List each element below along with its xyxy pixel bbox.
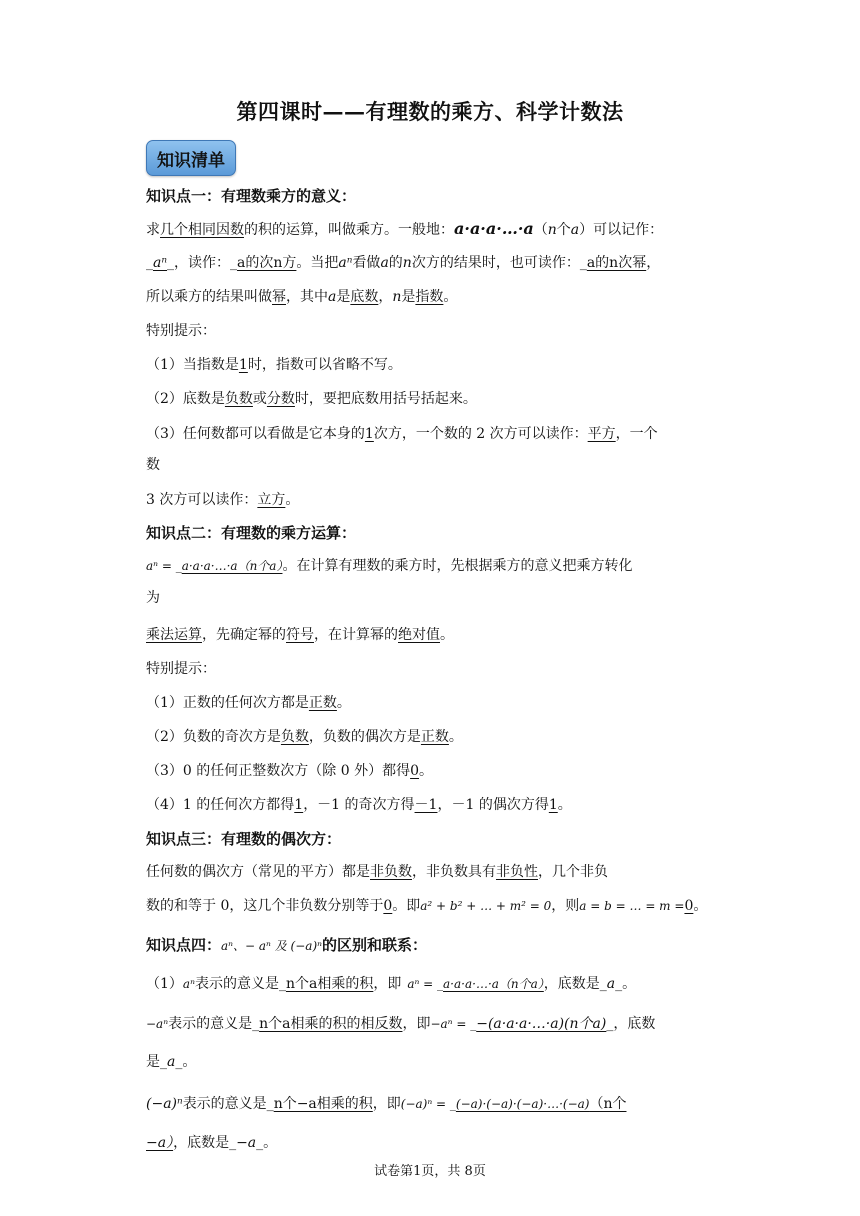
- blank-answer: 指数: [415, 289, 444, 305]
- page-title: 第四课时——有理数的乘方、科学计数法: [236, 99, 624, 124]
- kp1-line1: 求几个相同因数的积的运算，叫做乘方。一般地：a·a·a·…·a（n个a）可以记作：: [146, 219, 664, 238]
- kp2-line1-wrap: 为: [146, 590, 160, 606]
- kp2-tip-4: （4）1 的任何次方都得1，－1 的奇次方得－1，－1 的偶次方得1。: [146, 797, 572, 813]
- kp4-line3: 是_a_。: [146, 1054, 197, 1070]
- blank-answer: a的n次幂: [586, 255, 647, 271]
- blank-answer: 分数: [266, 391, 295, 407]
- kp2-line1: aⁿ = _a·a·a·…·a（n个a）。在计算有理数的乘方时，先根据乘方的意义把乘方转化: [146, 558, 633, 574]
- blank-answer: 绝对值: [398, 627, 440, 643]
- blank-answer: 0: [383, 898, 393, 914]
- blank-answer: －1: [414, 797, 438, 813]
- kp2-tip-1: （1）正数的任何次方都是正数。: [146, 695, 351, 711]
- kp2-tip-2: （2）负数的奇次方是负数，负数的偶次方是正数。: [146, 729, 463, 745]
- kp1-tip-label: 特别提示：: [146, 323, 216, 339]
- blank-answer: n个a相乘的积的相反数: [259, 1016, 403, 1032]
- blank-answer: aⁿ: [153, 255, 168, 271]
- blank-answer: 乘法运算: [146, 627, 202, 643]
- kp1-tip-1: （1）当指数是1时，指数可以省略不写。: [146, 357, 402, 373]
- kp3-heading: 知识点三：有理数的偶次方：: [146, 830, 342, 848]
- blank-answer: 平方: [587, 426, 616, 442]
- kp2-heading: 知识点二：有理数的乘方运算：: [146, 524, 357, 542]
- blank-answer: a·a·a·…·a（n个a）: [181, 559, 283, 573]
- blank-answer: 立方: [257, 492, 286, 508]
- page-footer: 试卷第1页，共 8页: [374, 1164, 486, 1179]
- blank-answer: 1: [238, 357, 248, 373]
- blank-answer: 几个相同因数: [160, 222, 244, 238]
- blank-answer: 0: [684, 898, 694, 914]
- kp1-tip-4: 3 次方可以读作：立方。: [146, 492, 300, 508]
- blank-answer: n个a相乘的积: [285, 976, 374, 992]
- blank-answer: 符号: [286, 627, 314, 643]
- kp4-line1: （1）aⁿ表示的意义是_n个a相乘的积，即 aⁿ = _a·a·a·…·a（n个a），底数是_a_。: [146, 976, 637, 992]
- section-badge: 知识清单: [146, 140, 236, 176]
- blank-answer: −(a·a·a·…·a)(n个a): [476, 1016, 607, 1032]
- blank-answer: 1: [294, 797, 304, 813]
- blank-answer: n个−a相乘的积: [273, 1096, 373, 1112]
- kp1-heading: 知识点一：有理数乘方的意义：: [146, 187, 357, 205]
- kp4-heading: 知识点四：aⁿ、− aⁿ 及 (−a)ⁿ的区别和联系：: [146, 936, 428, 954]
- blank-answer: 非负数: [370, 864, 412, 880]
- kp2-tip-label: 特别提示：: [146, 661, 216, 677]
- kp4-line4: (−a)ⁿ表示的意义是_n个−a相乘的积，即(−a)ⁿ = _(−a)·(−a)·(−a)·…·(−a)（n个: [146, 1096, 627, 1112]
- blank-answer: 1: [548, 797, 558, 813]
- kp4-line2: −aⁿ表示的意义是_n个a相乘的积的相反数，即−aⁿ = _−(a·a·a·…·a)(n个a)_，底数: [146, 1016, 656, 1032]
- blank-answer: 非负性: [496, 864, 538, 880]
- kp1-tip-2: （2）底数是负数或分数时，要把底数用括号括起来。: [146, 391, 477, 407]
- kp1-line3: 所以乘方的结果叫做幂，其中a是底数，n是指数。: [146, 289, 458, 305]
- blank-answer: a·a·a·…·a（n个a）: [443, 977, 544, 991]
- blank-answer: (−a)·(−a)·(−a)·…·(−a): [455, 1097, 590, 1111]
- blank-answer: 幂: [272, 289, 286, 305]
- kp1-tip-3-wrap: 数: [146, 457, 160, 473]
- sum-of-squares-equation: a² + b² + … + m² = 0: [420, 899, 552, 913]
- kp1-line2: _aⁿ_，读作：_a的次n方。当把aⁿ看做a的n次方的结果时，也可读作：_a的n次幂，: [146, 255, 661, 271]
- blank-answer: 正数: [420, 729, 449, 745]
- blank-answer: 正数: [308, 695, 337, 711]
- blank-answer: −a）: [146, 1135, 174, 1151]
- blank-answer: 负数: [224, 391, 253, 407]
- blank-answer: 1: [364, 426, 374, 442]
- kp2-tip-3: （3）0 的任何正整数次方（除 0 外）都得0。: [146, 763, 433, 779]
- kp1-tip-3: （3）任何数都可以看做是它本身的1次方，一个数的 2 次方可以读作：平方，一个: [146, 426, 658, 442]
- kp3-line1: 任何数的偶次方（常见的平方）都是非负数，非负数具有非负性，几个非负: [146, 864, 608, 880]
- blank-answer: 负数: [280, 729, 309, 745]
- product-expression: a·a·a·…·a: [454, 219, 534, 238]
- blank-answer: 0: [410, 763, 419, 779]
- blank-answer: a的次n方: [237, 255, 297, 271]
- blank-answer: 底数: [350, 289, 379, 305]
- kp4-line5: −a），底数是_−a_。: [146, 1135, 278, 1151]
- kp2-line2: 乘法运算，先确定幂的符号，在计算幂的绝对值。: [146, 627, 454, 643]
- kp3-line2: 数的和等于 0，这几个非负数分别等于0。即a² + b² + … + m² = 0，则a = b = … = m =0。: [146, 898, 708, 914]
